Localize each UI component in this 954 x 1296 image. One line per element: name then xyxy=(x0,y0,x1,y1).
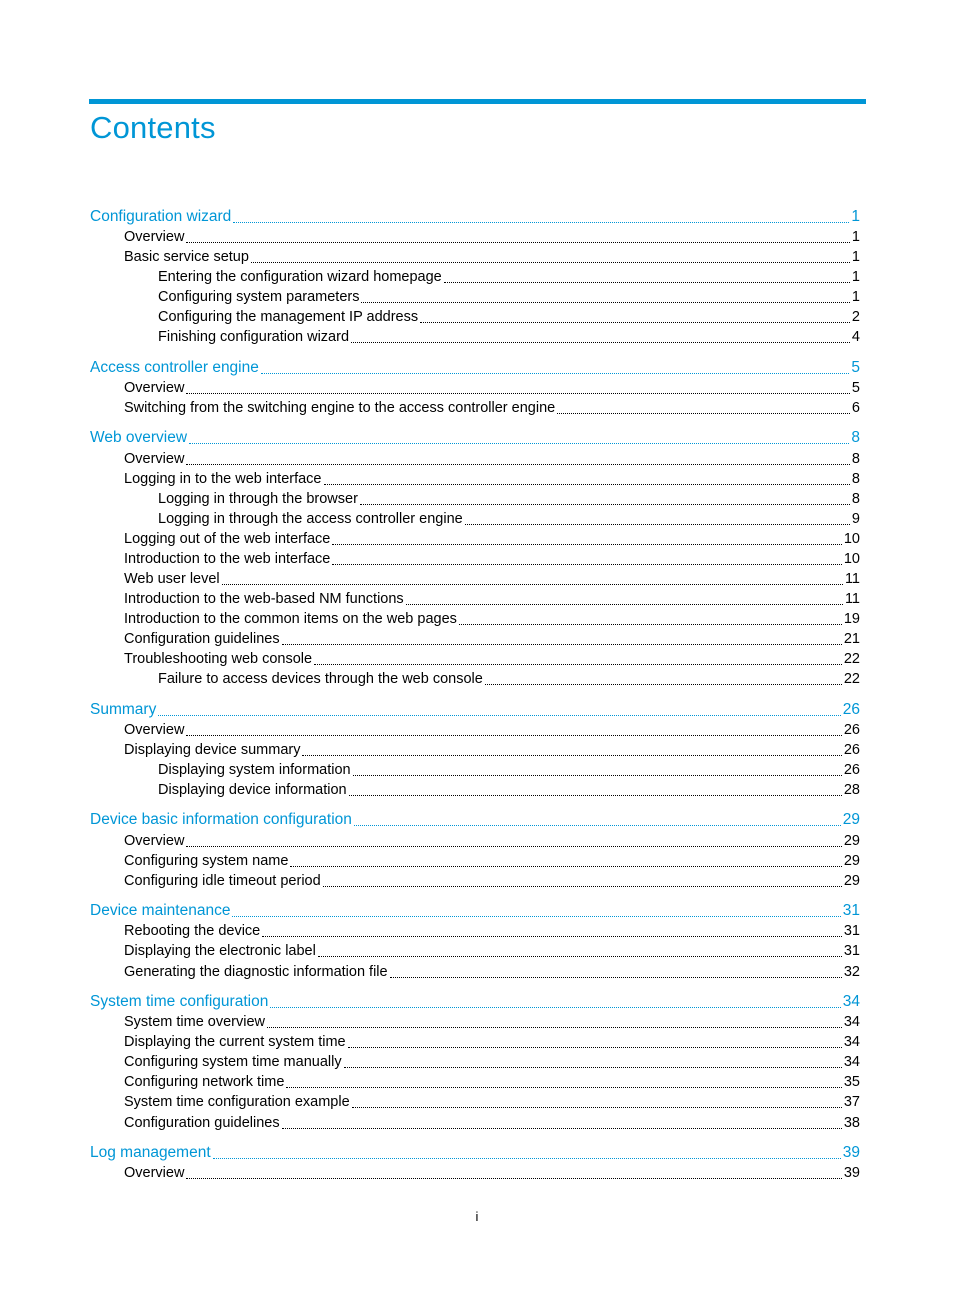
toc-entry-label: Entering the configuration wizard homepage xyxy=(158,269,442,285)
toc-section-entry[interactable] xyxy=(124,1163,860,1183)
toc-section-entry[interactable] xyxy=(124,529,860,549)
toc-entry-page-number: 26 xyxy=(843,742,860,758)
toc-entry-label: Troubleshooting web console xyxy=(124,651,313,667)
toc-entry-label: Log management xyxy=(90,1144,211,1161)
dot-leader xyxy=(282,644,842,645)
dot-leader xyxy=(354,825,841,826)
toc-entry-page-number: 4 xyxy=(851,329,860,345)
toc-entry-page-number: 26 xyxy=(843,722,860,738)
dot-leader xyxy=(314,664,842,665)
toc-section-entry[interactable] xyxy=(124,871,860,891)
toc-entry-label: Generating the diagnostic information file xyxy=(124,964,388,980)
toc-entry-label: Displaying the current system time xyxy=(124,1034,346,1050)
dot-leader xyxy=(282,1128,842,1129)
toc-subsection-entry[interactable] xyxy=(158,760,860,780)
toc-entry-label: Access controller engine xyxy=(90,359,259,376)
toc-subsection-entry[interactable] xyxy=(158,327,860,347)
dot-leader xyxy=(324,484,850,485)
toc-entry-page-number: 37 xyxy=(843,1094,860,1110)
dot-leader xyxy=(420,322,850,323)
toc-entry-label: Configuring system parameters xyxy=(158,289,360,305)
toc-chapter-entry[interactable] xyxy=(90,358,860,378)
dot-leader xyxy=(302,755,841,756)
toc-section-entry[interactable] xyxy=(124,449,860,469)
toc-section-entry[interactable] xyxy=(124,962,860,982)
toc-entry-page-number: 26 xyxy=(843,762,860,778)
dot-leader xyxy=(390,977,842,978)
toc-subsection-entry[interactable] xyxy=(158,489,860,509)
dot-leader xyxy=(348,1047,842,1048)
toc-entry-label: Configuring idle timeout period xyxy=(124,873,321,889)
toc-entry-label: System time overview xyxy=(124,1014,266,1030)
toc-section-entry[interactable] xyxy=(124,740,860,760)
dot-leader xyxy=(323,886,842,887)
toc-entry-page-number: 39 xyxy=(843,1165,860,1181)
toc-section-entry[interactable] xyxy=(124,609,860,629)
toc-chapter-entry[interactable] xyxy=(90,901,860,921)
toc-section-entry[interactable] xyxy=(124,851,860,871)
toc-entry-label: Overview xyxy=(124,229,185,245)
toc-entry-page-number: 19 xyxy=(843,611,860,627)
toc-entry-page-number: 1 xyxy=(851,229,860,245)
toc-entry-page-number: 9 xyxy=(851,511,860,527)
dot-leader xyxy=(189,443,849,444)
footer-page-number: i xyxy=(475,1209,479,1224)
toc-entry-page-number: 1 xyxy=(851,289,860,305)
toc-section-entry[interactable] xyxy=(124,921,860,941)
toc-section-entry[interactable] xyxy=(124,649,860,669)
toc-entry-page-number: 39 xyxy=(842,1144,860,1161)
dot-leader xyxy=(186,242,849,243)
toc-entry-label: System time configuration xyxy=(90,993,269,1010)
toc-chapter-entry[interactable] xyxy=(90,810,860,830)
dot-leader xyxy=(290,866,841,867)
toc-entry-page-number: 22 xyxy=(843,671,860,687)
toc-subsection-entry[interactable] xyxy=(158,287,860,307)
toc-entry-page-number: 8 xyxy=(851,429,860,446)
toc-entry-label: Logging in through the access controller engine xyxy=(158,511,463,527)
toc-entry-page-number: 26 xyxy=(842,701,860,718)
toc-entry-label: Overview xyxy=(124,451,185,467)
page-title: Contents xyxy=(90,110,216,145)
toc-entry-page-number: 29 xyxy=(843,833,860,849)
dot-leader xyxy=(344,1067,842,1068)
toc-entry-page-number: 35 xyxy=(843,1074,860,1090)
toc-section-entry[interactable] xyxy=(124,1113,860,1133)
dot-leader xyxy=(444,282,850,283)
toc-entry-label: Overview xyxy=(124,833,185,849)
dot-leader xyxy=(233,222,849,223)
toc-entry-page-number: 29 xyxy=(842,811,860,828)
dot-leader xyxy=(186,464,849,465)
toc-entry-label: Configuration guidelines xyxy=(124,1115,280,1131)
toc-entry-label: Configuration wizard xyxy=(90,208,232,225)
toc-entry-page-number: 28 xyxy=(843,782,860,798)
dot-leader xyxy=(213,1158,841,1159)
dot-leader xyxy=(186,735,841,736)
toc-entry-page-number: 21 xyxy=(843,631,860,647)
dot-leader xyxy=(261,373,850,374)
dot-leader xyxy=(353,775,842,776)
toc-entry-page-number: 10 xyxy=(843,551,860,567)
toc-entry-label: Configuring network time xyxy=(124,1074,285,1090)
toc-entry-page-number: 1 xyxy=(851,208,860,225)
toc-entry-label: Introduction to the web-based NM functions xyxy=(124,591,404,607)
dot-leader xyxy=(267,1027,842,1028)
toc-section-entry[interactable] xyxy=(124,378,860,398)
toc-entry-label: Logging in to the web interface xyxy=(124,471,322,487)
dot-leader xyxy=(332,564,842,565)
toc-entry-label: Device maintenance xyxy=(90,902,231,919)
toc-subsection-entry[interactable] xyxy=(158,669,860,689)
toc-section-entry[interactable] xyxy=(124,831,860,851)
toc-section-entry[interactable] xyxy=(124,720,860,740)
toc-entry-page-number: 1 xyxy=(851,269,860,285)
dot-leader xyxy=(361,302,849,303)
toc-entry-label: Finishing configuration wizard xyxy=(158,329,350,345)
toc-entry-label: Configuring system time manually xyxy=(124,1054,342,1070)
toc-entry-page-number: 5 xyxy=(851,359,860,376)
toc-entry-page-number: 8 xyxy=(851,471,860,487)
toc-subsection-entry[interactable] xyxy=(158,509,860,529)
dot-leader xyxy=(186,393,849,394)
toc-section-entry[interactable] xyxy=(124,629,860,649)
toc-entry-label: Introduction to the common items on the web pages xyxy=(124,611,457,627)
toc-entry-label: Displaying device summary xyxy=(124,742,301,758)
toc-section-entry[interactable] xyxy=(124,469,860,489)
toc-entry-page-number: 34 xyxy=(843,1014,860,1030)
toc-chapter-entry[interactable] xyxy=(90,1143,860,1163)
dot-leader xyxy=(222,584,843,585)
toc-entry-label: Switching from the switching engine to the access controller engine xyxy=(124,400,556,416)
toc-entry-label: Web user level xyxy=(124,571,220,587)
dot-leader xyxy=(360,504,850,505)
toc-entry-label: Overview xyxy=(124,380,185,396)
toc-section-entry[interactable] xyxy=(124,247,860,267)
dot-leader xyxy=(318,956,842,957)
toc-entry-label: Summary xyxy=(90,701,157,718)
dot-leader xyxy=(352,1107,842,1108)
toc-entry-page-number: 1 xyxy=(851,249,860,265)
toc-entry-page-number: 34 xyxy=(842,993,860,1010)
toc-entry-label: Logging out of the web interface xyxy=(124,531,331,547)
dot-leader xyxy=(232,916,840,917)
toc-entry-label: Displaying the electronic label xyxy=(124,943,316,959)
toc-subsection-entry[interactable] xyxy=(158,267,860,287)
toc-section-entry[interactable] xyxy=(124,1052,860,1072)
toc-entry-label: Configuration guidelines xyxy=(124,631,280,647)
toc-section-entry[interactable] xyxy=(124,1012,860,1032)
toc-entry-label: Overview xyxy=(124,722,185,738)
toc-entry-label: Device basic information configuration xyxy=(90,811,352,828)
toc-entry-page-number: 8 xyxy=(851,491,860,507)
toc-section-entry[interactable] xyxy=(124,589,860,609)
dot-leader xyxy=(406,604,843,605)
toc-entry-page-number: 31 xyxy=(843,943,860,959)
toc-entry-label: Rebooting the device xyxy=(124,923,261,939)
toc-entry-label: Configuring the management IP address xyxy=(158,309,419,325)
toc-entry-page-number: 2 xyxy=(851,309,860,325)
toc-section-entry[interactable] xyxy=(124,1072,860,1092)
toc-subsection-entry[interactable] xyxy=(158,307,860,327)
toc-section-entry[interactable] xyxy=(124,569,860,589)
dot-leader xyxy=(349,795,842,796)
toc-section-entry[interactable] xyxy=(124,549,860,569)
toc-entry-page-number: 29 xyxy=(843,873,860,889)
dot-leader xyxy=(186,846,841,847)
dot-leader xyxy=(186,1178,841,1179)
dot-leader xyxy=(465,524,850,525)
dot-leader xyxy=(251,262,850,263)
toc-chapter-entry[interactable] xyxy=(90,207,860,227)
toc-section-entry[interactable] xyxy=(124,941,860,961)
toc-entry-page-number: 22 xyxy=(843,651,860,667)
toc-entry-label: Configuring system name xyxy=(124,853,289,869)
toc-entry-page-number: 29 xyxy=(843,853,860,869)
toc-entry-label: Introduction to the web interface xyxy=(124,551,331,567)
toc-entry-page-number: 34 xyxy=(843,1054,860,1070)
toc-entry-page-number: 31 xyxy=(843,923,860,939)
toc-entry-page-number: 8 xyxy=(851,451,860,467)
toc-entry-page-number: 32 xyxy=(843,964,860,980)
toc-subsection-entry[interactable] xyxy=(158,780,860,800)
dot-leader xyxy=(485,684,842,685)
dot-leader xyxy=(332,544,841,545)
dot-leader xyxy=(262,936,842,937)
toc-entry-page-number: 31 xyxy=(842,902,860,919)
toc-section-entry[interactable] xyxy=(124,398,860,418)
toc-entry-page-number: 10 xyxy=(843,531,860,547)
toc-entry-label: Logging in through the browser xyxy=(158,491,358,507)
toc-entry-page-number: 11 xyxy=(844,571,860,587)
toc-entry-label: Failure to access devices through the web console xyxy=(158,671,483,687)
toc-entry-page-number: 11 xyxy=(844,591,860,607)
dot-leader xyxy=(459,624,842,625)
dot-leader xyxy=(286,1087,841,1088)
dot-leader xyxy=(557,413,850,414)
toc-chapter-entry[interactable] xyxy=(90,992,860,1012)
toc-section-entry[interactable] xyxy=(124,1092,860,1112)
toc-chapter-entry[interactable] xyxy=(90,700,860,720)
toc-entry-label: Displaying device information xyxy=(158,782,347,798)
toc-entry-page-number: 5 xyxy=(851,380,860,396)
toc-entry-label: Web overview xyxy=(90,429,188,446)
toc-section-entry[interactable] xyxy=(124,227,860,247)
dot-leader xyxy=(270,1007,840,1008)
toc-entry-label: Basic service setup xyxy=(124,249,249,265)
toc-entry-page-number: 6 xyxy=(851,400,860,416)
toc-entry-page-number: 34 xyxy=(843,1034,860,1050)
toc-entry-label: System time configuration example xyxy=(124,1094,350,1110)
toc-entry-page-number: 38 xyxy=(843,1115,860,1131)
toc-entry-label: Overview xyxy=(124,1165,185,1181)
dot-leader xyxy=(351,342,850,343)
toc-entry-label: Displaying system information xyxy=(158,762,351,778)
dot-leader xyxy=(158,715,840,716)
toc-chapter-entry[interactable] xyxy=(90,428,860,448)
toc-section-entry[interactable] xyxy=(124,1032,860,1052)
